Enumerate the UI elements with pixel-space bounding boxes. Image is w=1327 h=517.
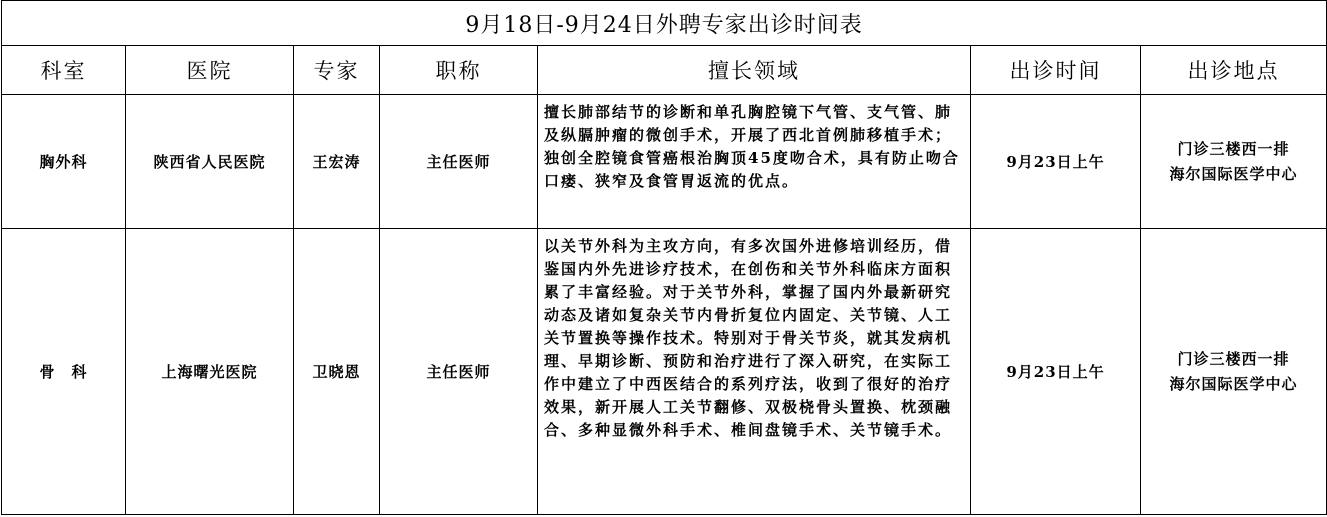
header-time: 出诊时间: [971, 46, 1141, 95]
specialty-cell: 擅长肺部结节的诊断和单孔胸腔镜下气管、支气管、肺及纵膈肿瘤的微创手术，开展了西北首例肺移植手术；独创全腔镜食管癌根治胸顶45度吻合术，具有防止吻合口瘘、狭窄及食管胃返流的优点。: [538, 95, 971, 229]
location-cell: [1141, 229, 1327, 515]
rank-cell: 主任医师: [380, 95, 538, 229]
rank-cell: 主任医师: [380, 229, 538, 515]
location-cell: [1141, 95, 1327, 229]
hospital-cell: 上海曙光医院: [126, 229, 294, 515]
time-cell: 9月23日上午: [971, 95, 1141, 229]
specialty-cell: 以关节外科为主攻方向，有多次国外进修培训经历，借鉴国内外先进诊疗技术，在创伤和关节外科临床方面积累了丰富经验。对于关节外科，掌握了国内外最新研究动态及诸如复杂关节内骨折复位内固定、关节镜、人工关节置换等操作技术。特别对于骨关节炎，就其发病机理、早期诊断、预防和治疗进行了深入研究，在实际工作中建立了中西医结合的系列疗法，收到了很好的治疗效果，新开展人工关节翻修、双极桡骨头置换、枕颈融合、多种显微外科手术、椎间盘镜手术、关节镜手术。: [538, 229, 971, 515]
dept-cell: 胸外科: [2, 95, 126, 229]
header-specialty: 擅长领域: [538, 46, 971, 95]
location-line: 门诊三楼西一排: [1177, 349, 1290, 368]
hospital-cell: 陕西省人民医院: [126, 95, 294, 229]
location-line: 海尔国际医学中心: [1169, 374, 1298, 393]
location-line: 门诊三楼西一排: [1177, 139, 1290, 158]
table-row: [2, 229, 1327, 515]
header-location: 出诊地点: [1141, 46, 1327, 95]
title-row: [2, 1, 1327, 46]
schedule-table: [1, 0, 1327, 515]
header-expert: 专家: [294, 46, 380, 95]
page-title: 9月18日-9月24日外聘专家出诊时间表: [2, 1, 1327, 46]
header-row: [2, 46, 1327, 95]
expert-cell: 王宏涛: [294, 95, 380, 229]
header-hospital: 医院: [126, 46, 294, 95]
time-cell: 9月23日上午: [971, 229, 1141, 515]
header-rank: 职称: [380, 46, 538, 95]
location-line: 海尔国际医学中心: [1169, 164, 1298, 183]
expert-cell: 卫晓恩: [294, 229, 380, 515]
table-row: [2, 95, 1327, 229]
header-dept: 科室: [2, 46, 126, 95]
dept-cell: 骨 科: [2, 229, 126, 515]
